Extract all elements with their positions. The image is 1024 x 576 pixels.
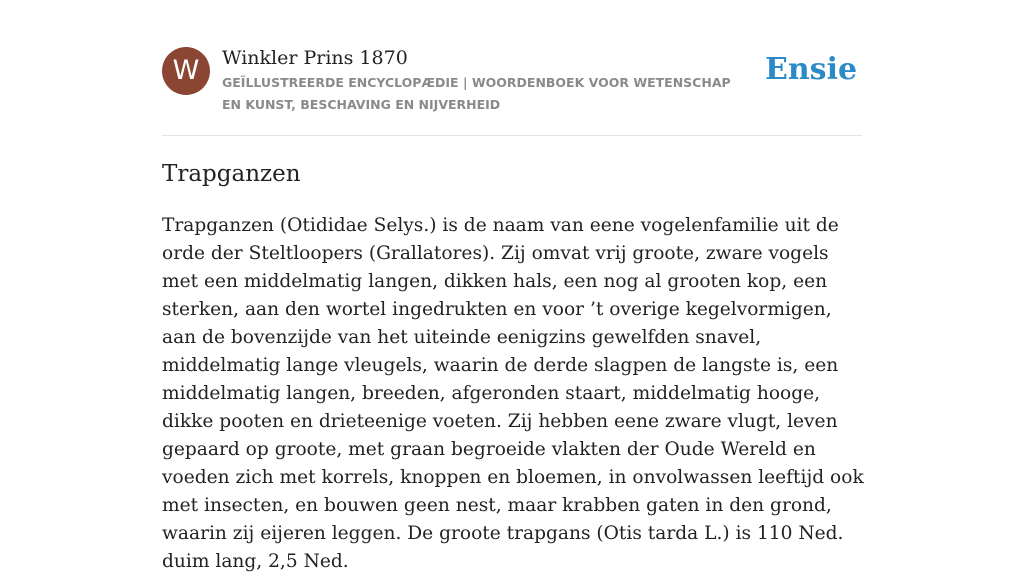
source-header	[162, 44, 862, 124]
ensie-logo-link[interactable]: Ensie	[765, 52, 858, 87]
article-title: Trapganzen	[162, 161, 301, 187]
article-body: Trapganzen (Otididae Selys.) is de naam van eene vogelenfamilie uit de orde der Steltloopers (Grallatores). Zij omvat vrij groote, zware vogels met een middelmatig langen, dikken hals, een nog al grooten kop, een sterken, aan den wortel ingedrukten en voor ’t overige kegelvormigen, aan de bovenzijde van het uiteinde eenigzins gewelfden snavel, middelmatig lange vleugels, waarin de derde slagpen de langste is, een middelmatig langen, breeden, afgeronden staart, middelmatig hooge, dikke pooten en drieteenige voeten. Zij hebben eene zware vlugt, leven gepaard op groote, met graan begroeide vlakten der Oude Wereld en voeden zich met korrels, knoppen en bloemen, in onvolwassen leeftijd ook met insecten, en bouwen geen nest, maar krabben gaten in den grond, waarin zij eijeren leggen. De groote trapgans (Otis tarda L.) is 110 Ned. duim lang, 2,5 Ned.	[162, 215, 864, 572]
source-subtitle: GEÏLLUSTREERDE ENCYCLOPÆDIE | WOORDENBOEK VOOR WETENSCHAP EN KUNST, BESCHAVING EN NIJVERHEID	[222, 75, 731, 112]
source-title-link[interactable]: Winkler Prins 1870	[222, 47, 408, 69]
header-divider	[162, 135, 862, 136]
source-avatar[interactable]: W	[162, 47, 210, 95]
